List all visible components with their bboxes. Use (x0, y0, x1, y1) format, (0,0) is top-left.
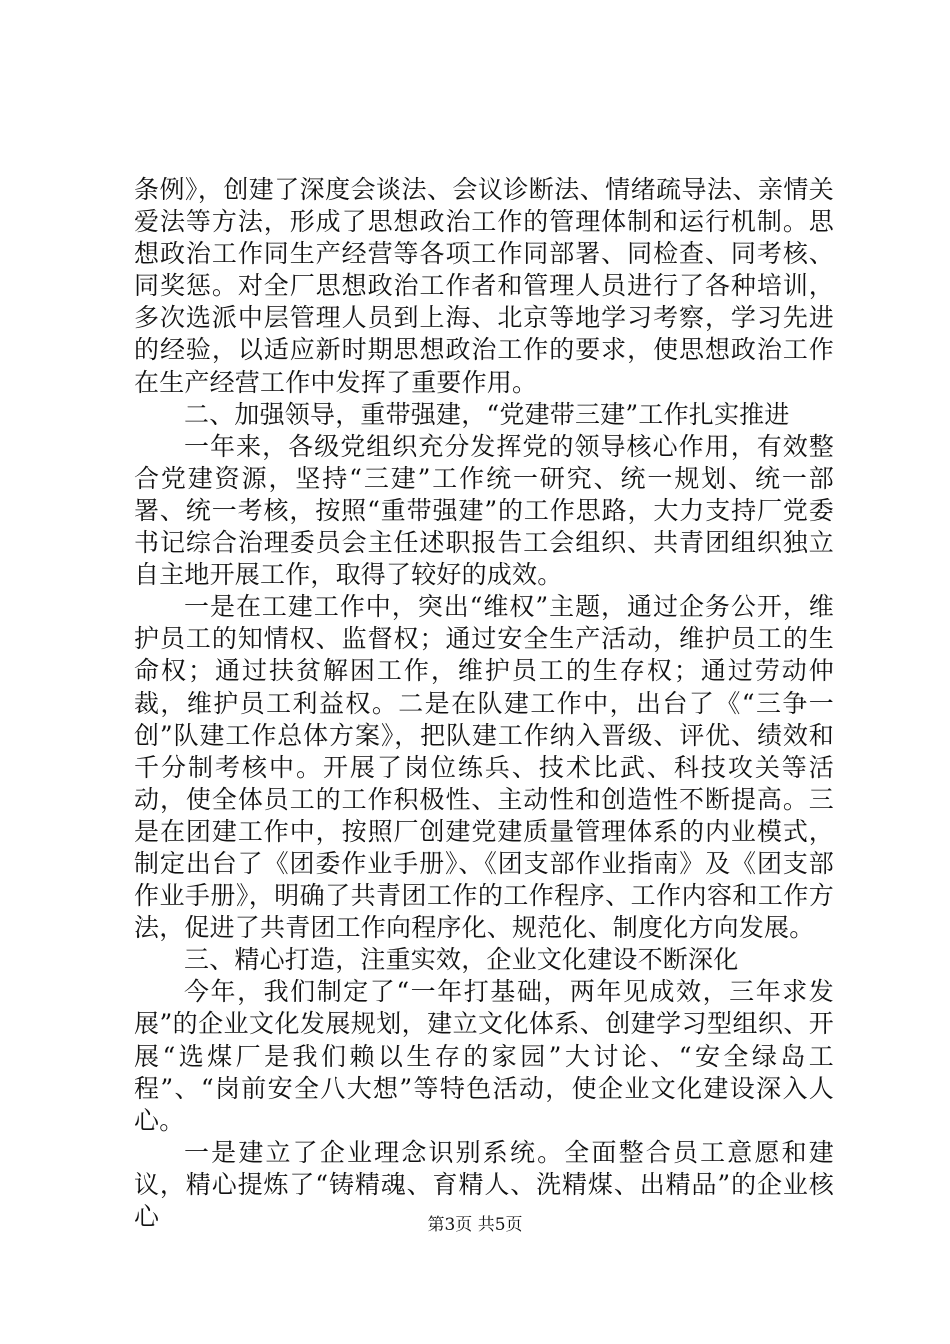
paragraph-party-building: 一年来，各级党组织充分发挥党的领导核心作用，有效整合党建资源，坚持“三建”工作统一研究、统一规划、统一部署、统一考核，按照“重带强建”的工作思路，大力支持厂党委书记综合治理委员会主任述职报告工会组织、共青团组织独立自主地开展工作，取得了较好的成效。 (134, 431, 834, 590)
section-heading-3: 三、精心打造，注重实效，企业文化建设不断深化 (184, 945, 739, 975)
paragraph-continuation: 条例》，创建了深度会谈法、会议诊断法、情绪疏导法、亲情关爱法等方法，形成了思想政治工作的管理体制和运行机制。思想政治工作同生产经营等各项工作同部署、同检查、同考核、同奖惩。对全厂思想政治工作者和管理人员进行了各种培训，多次选派中层管理人员到上海、北京等地学习考察，学习先进的经验，以适应新时期思想政治工作的要求，使思想政治工作在生产经营工作中发挥了重要作用。 (134, 175, 834, 397)
paragraph-identity-system: 一是建立了企业理念识别系统。全面整合员工意愿和建议，精心提炼了“铸精魂、育精人、洗精煤、出精品”的企业核心 (134, 1137, 834, 1231)
section-heading-2: 二、加强领导，重带强建，“党建带三建”工作扎实推进 (184, 399, 790, 429)
paragraph-union-team-league: 一是在工建工作中，突出“维权”主题，通过企务公开，维护员工的知情权、监督权；通过安全生产活动，维护员工的生命权；通过扶贫解困工作，维护员工的生存权；通过劳动仲裁，维护员工利益权。二是在队建工作中，出台了《“三争一创”队建工作总体方案》，把队建工作纳入晋级、评优、绩效和千分制考核中。开展了岗位练兵、技术比武、科技攻关等活动，使全体员工的工作积极性、主动性和创造性不断提高。三是在团建工作中，按照厂创建党建质量管理体系的内业模式，制定出台了《团委作业手册》、《团支部作业指南》及《团支部作业手册》，明确了共青团工作的工作程序、工作内容和工作方法，促进了共青团工作向程序化、规范化、制度化方向发展。 (134, 592, 834, 943)
page-number-footer: 第3页 共5页 (427, 1215, 523, 1235)
document-body (134, 174, 834, 1233)
paragraph-culture-plan: 今年，我们制定了“一年打基础，两年见成效，三年求发展”的企业文化发展规划，建立文化体系、创建学习型组织、开展“选煤厂是我们赖以生存的家园”大讨论、“安全绿岛工程”、“岗前安全八大想”等特色活动，使企业文化建设深入人心。 (134, 977, 834, 1135)
